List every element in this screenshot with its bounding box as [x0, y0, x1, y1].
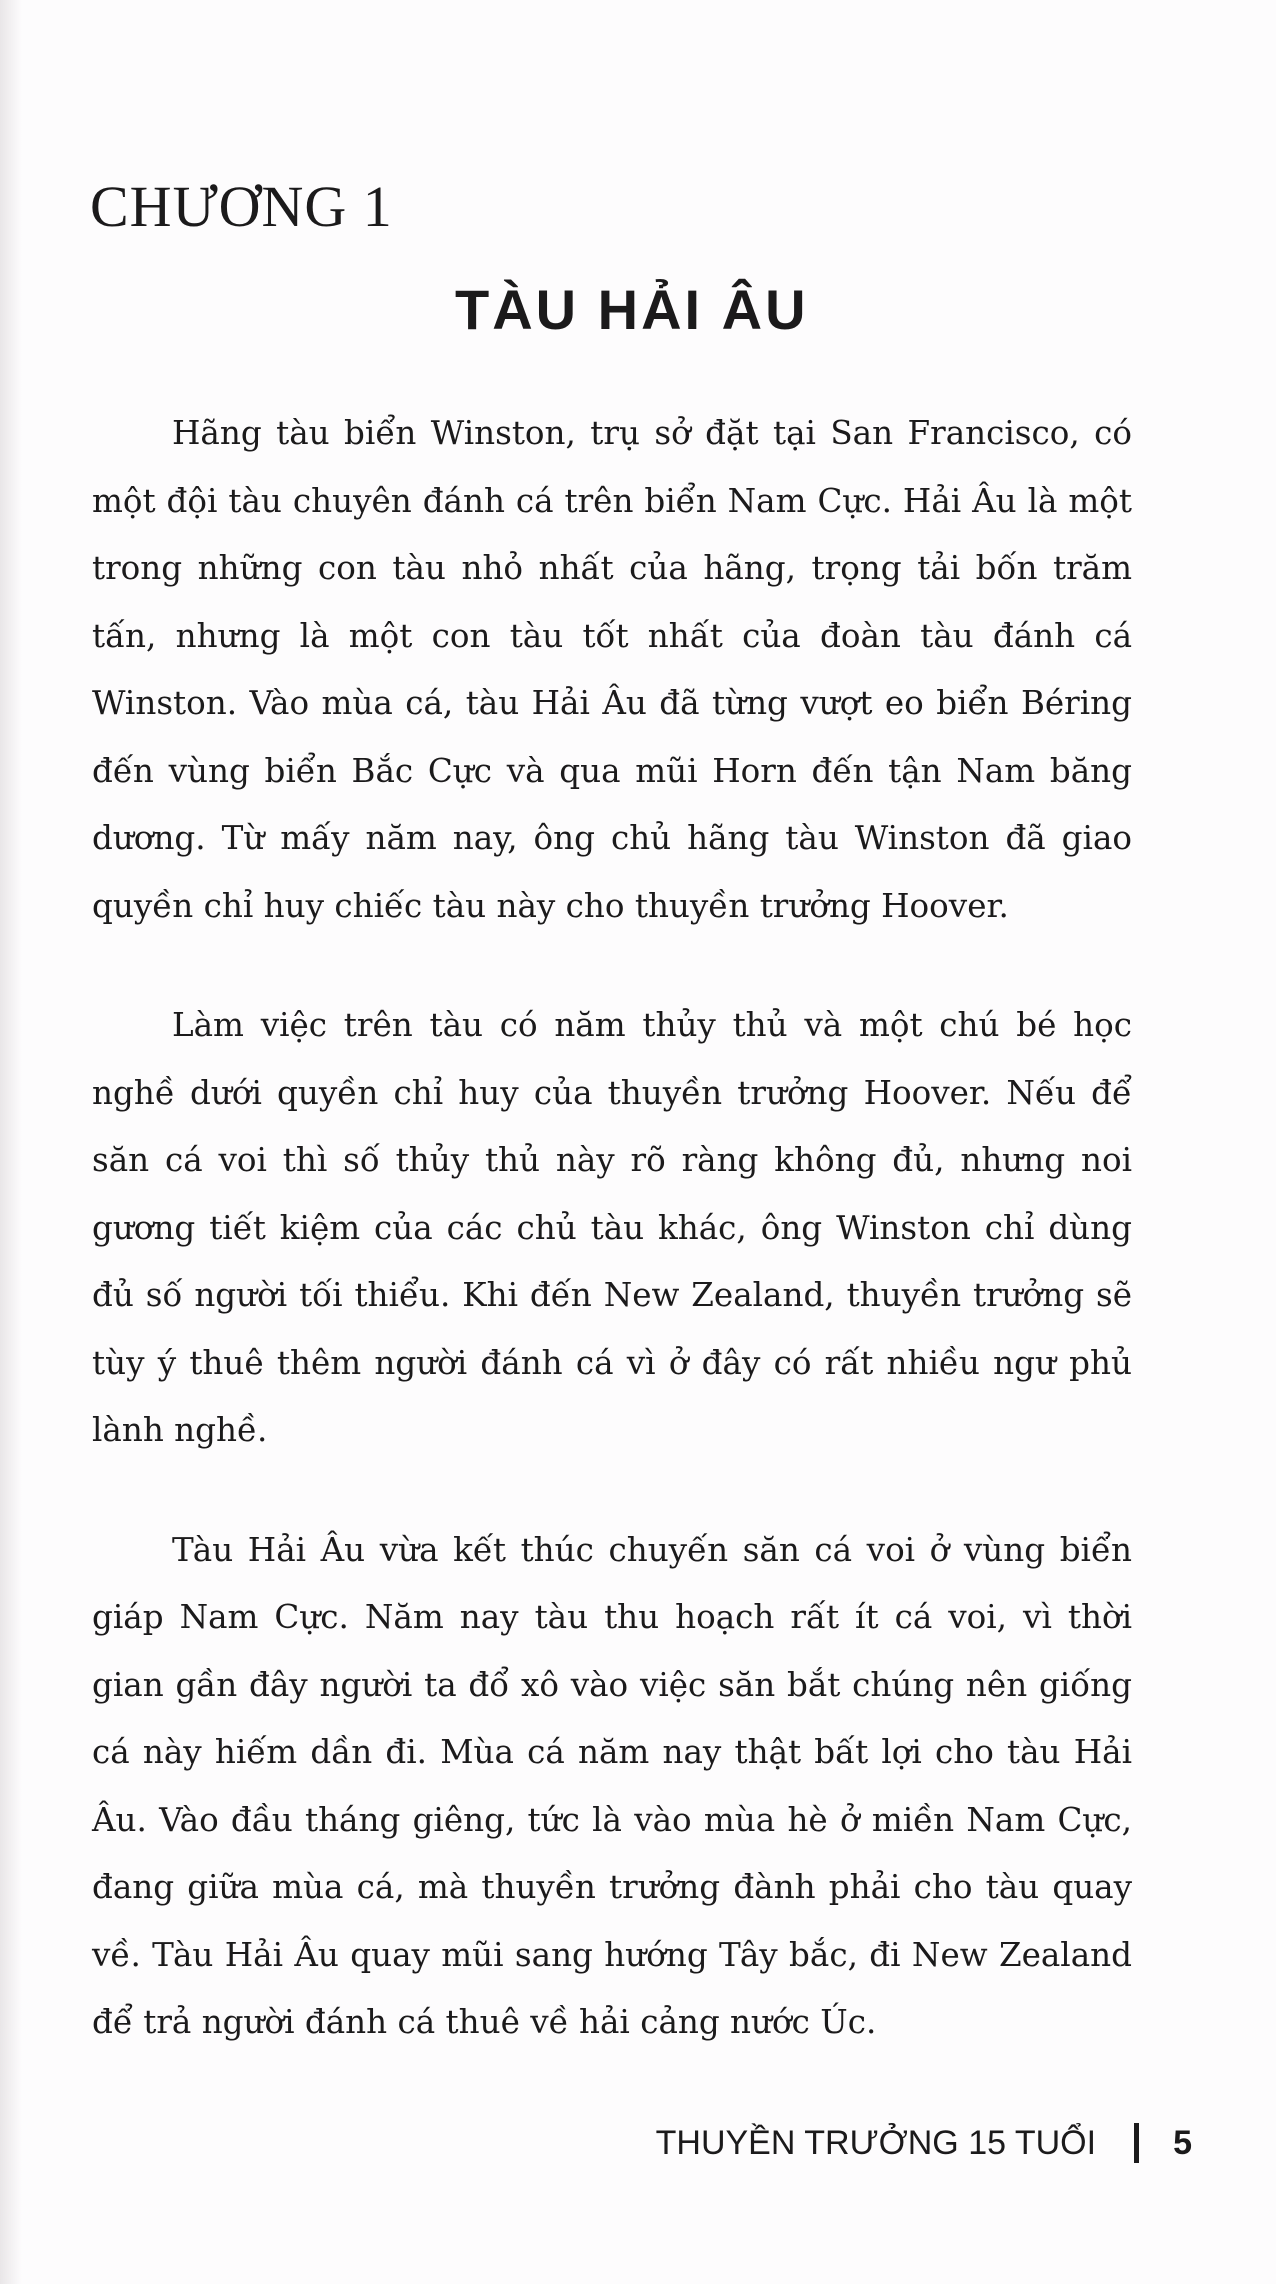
body-text	[92, 400, 1132, 2109]
chapter-label: CHƯƠNG 1	[90, 174, 393, 239]
paragraph-1: Hãng tàu biển Winston, trụ sở đặt tại San Francisco, có một đội tàu chuyên đánh cá trên biển Nam Cực. Hải Âu là một trong những con tàu nhỏ nhất của hãng, trọng tải bốn trăm tấn, nhưng là một con tàu tốt nhất của đoàn tàu đánh cá Winston. Vào mùa cá, tàu Hải Âu đã từng vượt eo biển Béring đến vùng biển Bắc Cực và qua mũi Horn đến tận Nam băng dương. Từ mấy năm nay, ông chủ hãng tàu Winston đã giao quyền chỉ huy chiếc tàu này cho thuyền trưởng Hoover.	[92, 414, 1132, 925]
chapter-title: TÀU HẢI ÂU	[455, 278, 809, 341]
paragraph-2: Làm việc trên tàu có năm thủy thủ và một chú bé học nghề dưới quyền chỉ huy của thuyền trưởng Hoover. Nếu để săn cá voi thì số thủy thủ này rõ ràng không đủ, nhưng noi gương tiết kiệm của các chủ tàu khác, ông Winston chỉ dùng đủ số người tối thiểu. Khi đến New Zealand, thuyền trưởng sẽ tùy ý thuê thêm người đánh cá vì ở đây có rất nhiều ngư phủ lành nghề.	[92, 1006, 1132, 1449]
page-footer	[656, 2123, 1192, 2163]
footer-divider	[1134, 2123, 1139, 2163]
page-number: 5	[1173, 2124, 1192, 2162]
paragraph-3: Tàu Hải Âu vừa kết thúc chuyến săn cá voi ở vùng biển giáp Nam Cực. Năm nay tàu thu hoạch rất ít cá voi, vì thời gian gần đây người ta đổ xô vào việc săn bắt chúng nên giống cá này hiếm dần đi. Mùa cá năm nay thật bất lợi cho tàu Hải Âu. Vào đầu tháng giêng, tức là vào mùa hè ở miền Nam Cực, đang giữa mùa cá, mà thuyền trưởng đành phải cho tàu quay về. Tàu Hải Âu quay mũi sang hướng Tây bắc, đi New Zealand để trả người đánh cá thuê về hải cảng nước Úc.	[92, 1530, 1132, 2041]
page-edge	[0, 0, 22, 2284]
running-book-title: THUYỀN TRƯỞNG 15 TUỔI	[655, 2124, 1097, 2162]
